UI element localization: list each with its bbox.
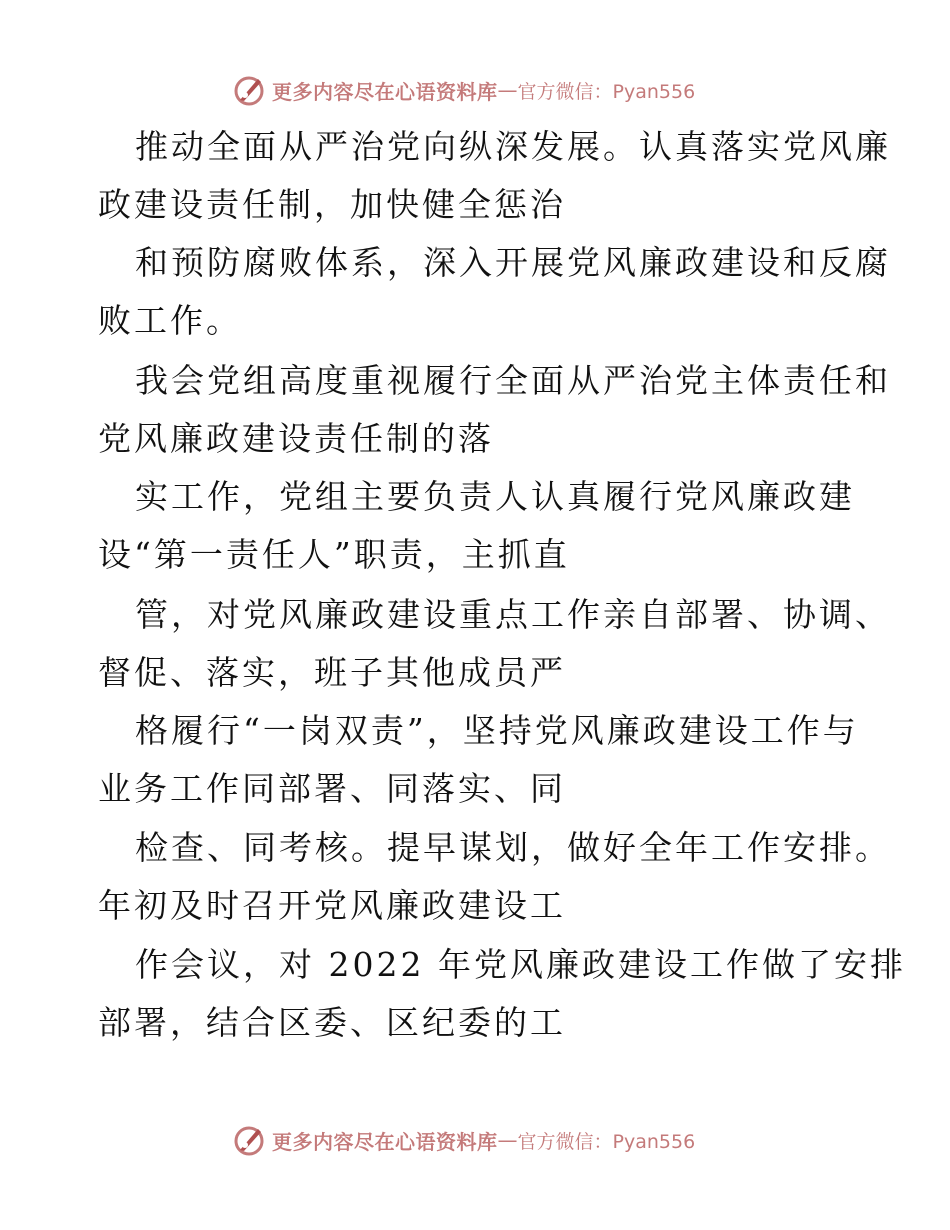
paragraph-7-line-2: 年初及时召开党风廉政建设工 [98,886,566,925]
quill-circle-icon [232,1123,266,1157]
paragraph-6-line-2: 业务工作同部署、同落实、同 [98,769,566,808]
paragraph-7-line-1: 检查、同考核。提早谋划，做好全年工作安排。 [135,828,891,867]
paragraph-4-line-1: 实工作，党组主要负责人认真履行党风廉政建 [135,477,855,516]
watermark-main-text: 更多内容尽在心语资料库 [272,1129,498,1154]
paragraph-4-line-2: 设“第一责任人”职责，主抓直 [98,535,570,574]
quill-circle-icon [232,73,266,107]
paragraph-6-line-1: 格履行“一岗双责”，坚持党风廉政建设工作与 [135,711,859,750]
watermark-main-text: 更多内容尽在心语资料库 [272,79,498,104]
header-watermark [232,72,695,108]
paragraph-8-line-1: 作会议，对 2022 年党风廉政建设工作做了安排 [135,945,906,984]
paragraph-1-line-1: 推动全面从严治党向纵深发展。认真落实党风廉 [135,127,891,166]
paragraph-8-line-2: 部署，结合区委、区纪委的工 [98,1003,566,1042]
paragraph-1-line-2: 政建设责任制，加快健全惩治 [98,185,566,224]
watermark-dash: — [497,78,518,102]
paragraph-2-line-1: 和预防腐败体系，深入开展党风廉政建设和反腐 [135,243,891,282]
paragraph-3-line-2: 党风廉政建设责任制的落 [98,419,494,458]
paragraph-3-line-1: 我会党组高度重视履行全面从严治党主体责任和 [135,361,891,400]
paragraph-5-line-2: 督促、落实，班子其他成员严 [98,653,566,692]
footer-watermark [232,1122,695,1158]
paragraph-2-line-2: 败工作。 [98,301,242,340]
watermark-dash: — [497,1128,518,1152]
watermark-wechat-text: 官方微信：Pyan556 [517,1130,696,1153]
watermark-wechat-text: 官方微信：Pyan556 [517,80,696,103]
paragraph-5-line-1: 管，对党风廉政建设重点工作亲自部署、协调、 [135,595,891,634]
